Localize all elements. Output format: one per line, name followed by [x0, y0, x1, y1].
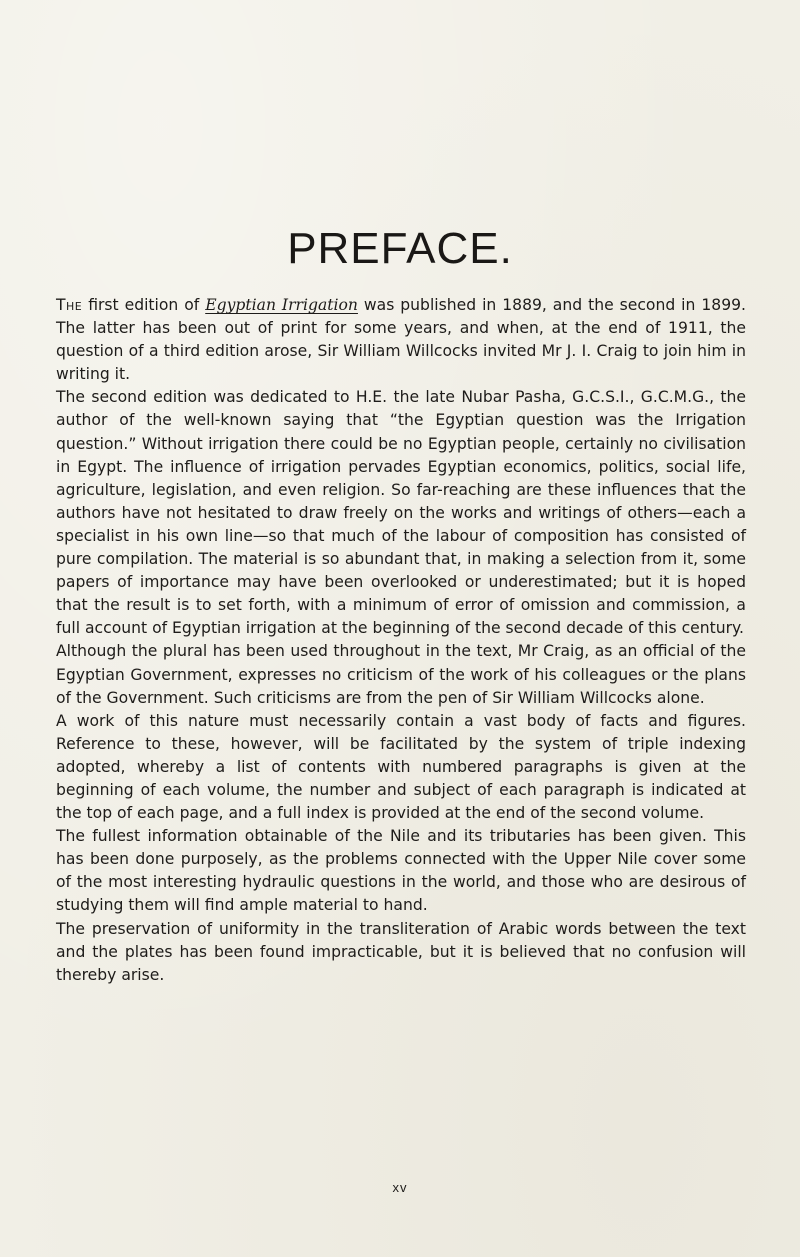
- paragraph-1-text-before-title: first edition of: [82, 296, 206, 314]
- page-number: xv: [392, 1180, 408, 1195]
- paragraph-1: [56, 294, 746, 386]
- paragraph-1-text-after-title: was published in 1889, and the second in 1899. The latter has been out of print for some years, and when, at the end of 1911, the question of a third edition arose, Sir William Willcocks invited Mr J. I. Craig to join him in writing it.: [56, 296, 746, 384]
- paragraph-5: The fullest information obtainable of the Nile and its tributaries has been given. This has been done purposely, as the problems connected with the Upper Nile cover some of the most interesting hydraulic questions in the world, and those who are desirous of studying them will find ample material to hand.: [56, 827, 746, 915]
- lead-word: The: [56, 296, 83, 314]
- paragraph-4: A work of this nature must necessarily contain a vast body of facts and figures. Reference to these, however, will be facilitated by the system of triple indexing adopted, whereby a list of contents with numbered paragraphs is given at the beginning of each volume, the number and subject of each paragraph is indicated at the top of each page, and a full index is provided at the end of the second volume.: [56, 711, 746, 823]
- page-heading: PREFACE.: [287, 224, 513, 273]
- paragraph-3: Although the plural has been used throughout in the text, Mr Craig, as an official of the Egyptian Government, expresses no criticism of the work of his colleagues or the plans of the Government. Such criticisms are from the pen of Sir William Willcocks alone.: [56, 642, 746, 707]
- book-title: Egyptian Irrigation: [205, 296, 358, 314]
- paragraph-6: The preservation of uniformity in the transliteration of Arabic words between the text and the plates has been found impracticable, but it is believed that no confusion will thereby arise.: [56, 919, 746, 984]
- preface-body: [56, 294, 746, 987]
- paragraph-2: The second edition was dedicated to H.E. the late Nubar Pasha, G.C.S.I., G.C.M.G., the author of the well-known saying that “the Egyptian question was the Irrigation question.” Without irrigation there could be no Egyptian people, certainly no civilisation in Egypt. The influence of irrigation pervades Egyptian economics, politics, social life, agriculture, legislation, and even religion. So far-reaching are these influences that the authors have not hesitated to draw freely on the works and writings of others—each a specialist in his own line—so that much of the labour of composition has consisted of pure compilation. The material is so abundant that, in making a selection from it, some papers of importance may have been overlooked or underestimated; but it is hoped that the result is to set forth, with a minimum of error of omission and commission, a full account of Egyptian irrigation at the beginning of the second decade of this century.: [56, 388, 746, 638]
